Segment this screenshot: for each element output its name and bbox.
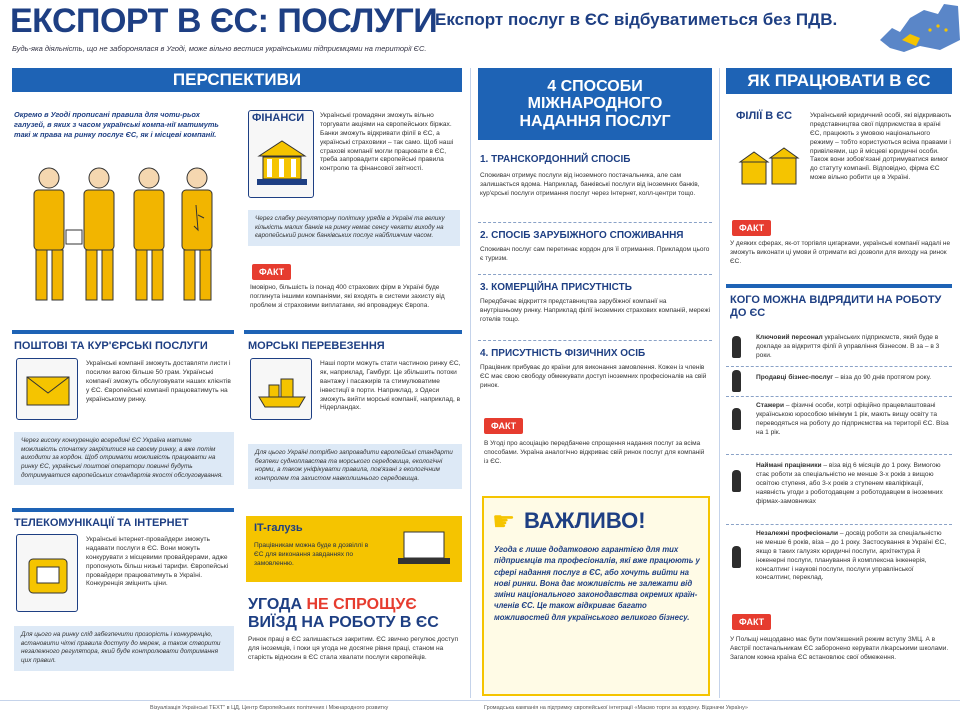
page-title: ЕКСПОРТ В ЄС: ПОСЛУГИ	[10, 2, 438, 40]
methods-fact-badge: ФАКТ	[484, 418, 523, 434]
column-separator	[719, 68, 720, 698]
method-4-body: Працівник прибуває до країни для виконання замовлення. Кожен із членів ЄС має свою свободу обмежувати доступ іноземних професіоналів на свій ринок.	[480, 364, 707, 389]
column-separator	[470, 68, 471, 698]
maritime-note: Для цього Україні потрібно запровадити європейські стандарти безпеки судноплавства та морського середовища, екологічні норми, а також уніфікувати правила, пов'язані з екологічним контролем та захистом навколишнього середовища.	[248, 444, 462, 489]
telephone-icon	[16, 534, 78, 612]
who-item	[756, 530, 950, 583]
who-item	[756, 374, 950, 383]
who-item-body: – віза від 6 місяців до 1 року. Вимогою стає роботи за спеціальністю не менше 3-х років з вищою освітою ступеня, або 3-х років з ступенем кваліфікації, наявність угоди з роботодавцем з роботодавцем в іноземних фірмах-замовниках	[756, 462, 943, 505]
who-item-head: Стажери	[756, 402, 784, 409]
who-item	[756, 462, 950, 506]
who-item	[756, 402, 950, 438]
method-divider	[478, 274, 712, 275]
who-item-head: Ключовий персонал	[756, 334, 823, 341]
perspectives-lead: Окремо в Угоді прописані правила для чоти-рьох галузей, в яких з часом українські компа-нії матимуть такі ж права на ринку послуг ЄС, як і місцеві компанії.	[14, 110, 219, 139]
finance-note: Через слабку регуляторну політику урядів в Україні та велику кількість малих банків на ринку немає сенсу чекати виходу на європейський ринок банківських послуг найближчим часом.	[248, 210, 460, 246]
person-icon	[732, 470, 741, 492]
laptop-icon	[394, 524, 454, 574]
column-header-how-to-work: ЯК ПРАЦЮВАТИ В ЄС	[726, 68, 952, 94]
important-box	[482, 496, 710, 696]
it-body: Працівникам можна буде в дозвіллі в ЄС для виконання завданнях по замовленню.	[254, 542, 369, 567]
branches-fact-text: У деяких сферах, як-от торгівля цигарками, українські компанії надалі не зможуть виконати ці умови й отримати всі дозволи для виходу на ринок ЄС.	[730, 240, 951, 265]
who-item-body: – досвід роботи за спеціальністю не менше 6 років, віза – до 1 року. Застосування в Україні ЄС, якщо в таких галузях юридичні послуги, архітектура й інженерні послуги, планування й комплексна інженерія, консалтинг і наукові послуги, послуги управлінської консалтинг, переклад.	[756, 530, 947, 582]
maritime-body: Наші порти можуть стати частиною ринку ЄС, як, наприклад, Гамбург. Це збільшить потоки вантажу і пасажирів та стимулюватиме інвестиції в порти. Наприклад, з Одеси зможуть вийти морські компанії, наприклад, в Нідерландах.	[320, 360, 461, 412]
postal-body: Українські компанії зможуть доставляти листи і посилки вагою більше 50 грам. Українські компанії зможуть обслуговувати наших клієнтів у ЄС. Європейські компанії працюватимуть на українському ринку.	[86, 360, 231, 403]
who-item-body: – віза до 90 днів протягом року.	[833, 374, 932, 381]
mail-icon	[16, 358, 78, 420]
method-3-body: Передбачає відкриття представництва зарубіжної компанії на внутрішньому ринку. Наприклад філії іноземних страхових компаній, мережі готелів тощо.	[480, 298, 711, 323]
agreement-title-part-c: ВИЇЗД НА РОБОТУ В ЄС	[248, 613, 439, 631]
agreement-title	[248, 596, 462, 631]
person-icon	[732, 370, 741, 392]
telecom-body: Українські інтернет-провайдери зможуть надавати послуги в ЄС. Вони можуть конкурувати з місцевими провайдерами, адже пропонують більш низькі тарифи. Європейські провайдери працюватимуть в Україні. Конкуренція зміцнить ціни.	[86, 536, 229, 588]
agreement-title-part-b: НЕ СПРОЩУЄ	[306, 596, 417, 613]
methods-fact-text: В Угоді про асоціацію передбачене спрощення надання послуг за всіма способами. Україна аналогічно відкриває свій ринок послуг для компаній із ЄС.	[484, 440, 705, 465]
finance-fact-text: Імовірно, більшість із понад 400 страхових фірм в Україні буде поглинута іншими компаніями, які входять в системи захисту від проблем зі страховими виплатами, які впроваджує Європа.	[250, 284, 445, 309]
footer-credits: Візуалізація Українські ТЕХТ" в ЦД, Центр Європейських політичних і Міжнародного розвитку	[150, 705, 389, 711]
who-fact-text: У Польщі нещодавно має бути пом'якшений режим вступу ЗМЦ. А в Австрії постачальникам ЄС заборонено керувати лікарськими школами. Загалом кожна країна ЄС встановлює свої обмеження.	[730, 636, 949, 661]
finance-fact-badge: ФАКТ	[252, 264, 291, 280]
finance-body: Українські громадяни зможуть вільно торгувати акціями на європейських біржах. Банки зможуть відкривати філії в ЄС, а українські страховики – так само. Щоб наші страхові компанії могли працювати в ЄС, треба запровадити європейські правила контролю та фінансової звітності.	[320, 112, 454, 173]
maritime-divider	[244, 330, 462, 334]
who-divider-line	[726, 396, 952, 397]
who-title: КОГО МОЖНА ВІДРЯДИТИ НА РОБОТУ ДО ЄС	[730, 294, 942, 320]
method-4-title: 4. ПРИСУТНІСТЬ ФІЗИЧНИХ ОСІБ	[480, 348, 646, 359]
important-body: Угода є лише додатковою гарантією для тих підприємців та професіоналів, які вже працюють у сфері надання послуг в ЄС, або хочуть вийти на нові ринки. Вона дає можливість не залежати від зміни національного законодавства окремих країн-членів ЄС. Це також відкриває багато можливостей для українського великого бізнесу.	[494, 545, 700, 622]
footer-rule	[0, 700, 960, 701]
maritime-title: МОРСЬКІ ПЕРЕВЕЗЕННЯ	[248, 340, 385, 352]
it-panel	[246, 516, 462, 582]
who-divider-line	[726, 524, 952, 525]
who-item-head: Продавці бізнес-послуг	[756, 374, 834, 381]
postal-note: Через високу конкуренцію всередині ЄС Україна матиме можливість спочатку закріпитися на своєму ринку, а вже потім виходити за кордон. Щоб отримати можливість працювати на ринку ЄС, українські поштові оператори повинні будуть дотримуватися європейських стандартів якості обслуговування.	[14, 432, 234, 485]
method-1-title: 1. ТРАНСКОРДОННИЙ СПОСІБ	[480, 154, 631, 165]
who-divider-line	[726, 454, 952, 455]
who-item-head: Незалежні професіонали	[756, 530, 839, 537]
method-divider	[478, 340, 712, 341]
postal-title: ПОШТОВІ ТА КУР'ЄРСЬКІ ПОСЛУГИ	[14, 340, 208, 352]
agreement-body: Ринок праці в ЄС залишається закритим. ЄС звично регулює доступ для іноземців, і поки ця угода не досягне рівня праці, станом на старість відносин в ЄС стала хвалати послуги європейців.	[248, 636, 459, 661]
telecom-divider	[12, 508, 234, 512]
finance-title: ФІНАНСИ	[252, 112, 305, 124]
who-divider	[726, 284, 952, 288]
column-header-methods: 4 СПОСОБИ МІЖНАРОДНОГО НАДАННЯ ПОСЛУГ	[478, 68, 712, 140]
person-icon	[732, 336, 741, 358]
column-header-perspectives: ПЕРСПЕКТИВИ	[12, 68, 462, 92]
footer-campaign: Громадська кампанія на підтримку європейської інтеграції «Маємо торги за кордону. Відзначи Україну»	[484, 705, 748, 711]
who-fact-badge: ФАКТ	[732, 614, 771, 630]
postal-divider	[12, 330, 234, 334]
method-divider	[478, 222, 712, 223]
who-item	[756, 334, 950, 361]
branches-body: Український юридичний особі, які відкривають представництва свої підприємства в країні ЄС, працюють з умовою національного режиму – тобто користуються всіма правами і привілеями, що й місцеві юридичні особи. Також вони зобов'язані дотримуватися вимог до статуту компанії. Відповідно, фірма ЄС може вільно робити це в Україні.	[810, 112, 952, 182]
intro-text: Будь-яка діяльність, що не заборонялася в Угоді, може вільно вестися українськими підприємцями на території ЄС.	[12, 44, 427, 53]
it-title: IT-галузь	[254, 522, 303, 534]
method-3-title: 3. КОМЕРЦІЙНА ПРИСУТНІСТЬ	[480, 282, 632, 293]
method-1-body: Споживач отримує послуги від іноземного постачальника, але сам залишається вдома. Наприклад, банківські послуги від іноземних банків, кур'єрські послуги отримання послуг через Інтернет, колл-центри тощо.	[480, 172, 700, 197]
telecom-note: Для цього на ринку слід забезпечити прозорість і конкуренцію, встановити чіткі правила доступу до мереж, а також створити незалежного регулятора, який буде контролювати дотримання цих правил.	[14, 626, 234, 671]
ship-icon	[250, 358, 312, 420]
method-2-body: Споживач послуг сам перетинає кордон для її отримання. Прикладом цього є туризм.	[480, 246, 710, 262]
who-item-body: українських підприємств, який буде в докладе за відкриття філії й управління бізнесом. В за – в 3 роки.	[756, 334, 940, 359]
branches-fact-badge: ФАКТ	[732, 220, 771, 236]
person-icon	[732, 546, 741, 568]
pointing-hand-icon: ☛	[492, 506, 516, 536]
page-subtitle: Експорт послуг в ЄС відбуватиметься без ПДВ.	[435, 10, 838, 29]
europe-map-icon	[840, 0, 960, 60]
workers-illustration	[16, 160, 226, 310]
telecom-title: ТЕЛЕКОМУНІКАЦІЇ ТА ІНТЕРНЕТ	[14, 517, 189, 529]
who-item-head: Наймані працівники	[756, 462, 822, 469]
who-item-body: – фізичні особи, котрі офіційно працевлаштовані українською юрособою мінімум 1 рік, мають вищу освіту та переводяться на роботу до підприємства на території ЄС. Віза на 1 рік.	[756, 402, 949, 436]
branches-title: ФІЛІЇ В ЄС	[736, 110, 793, 122]
person-icon	[732, 408, 741, 430]
important-title: ВАЖЛИВО!	[524, 508, 646, 533]
who-divider-line	[726, 366, 952, 367]
buildings-icon	[734, 128, 802, 198]
agreement-title-part-a: УГОДА	[248, 596, 307, 613]
method-2-title: 2. СПОСІБ ЗАРУБІЖНОГО СПОЖИВАННЯ	[480, 230, 684, 241]
